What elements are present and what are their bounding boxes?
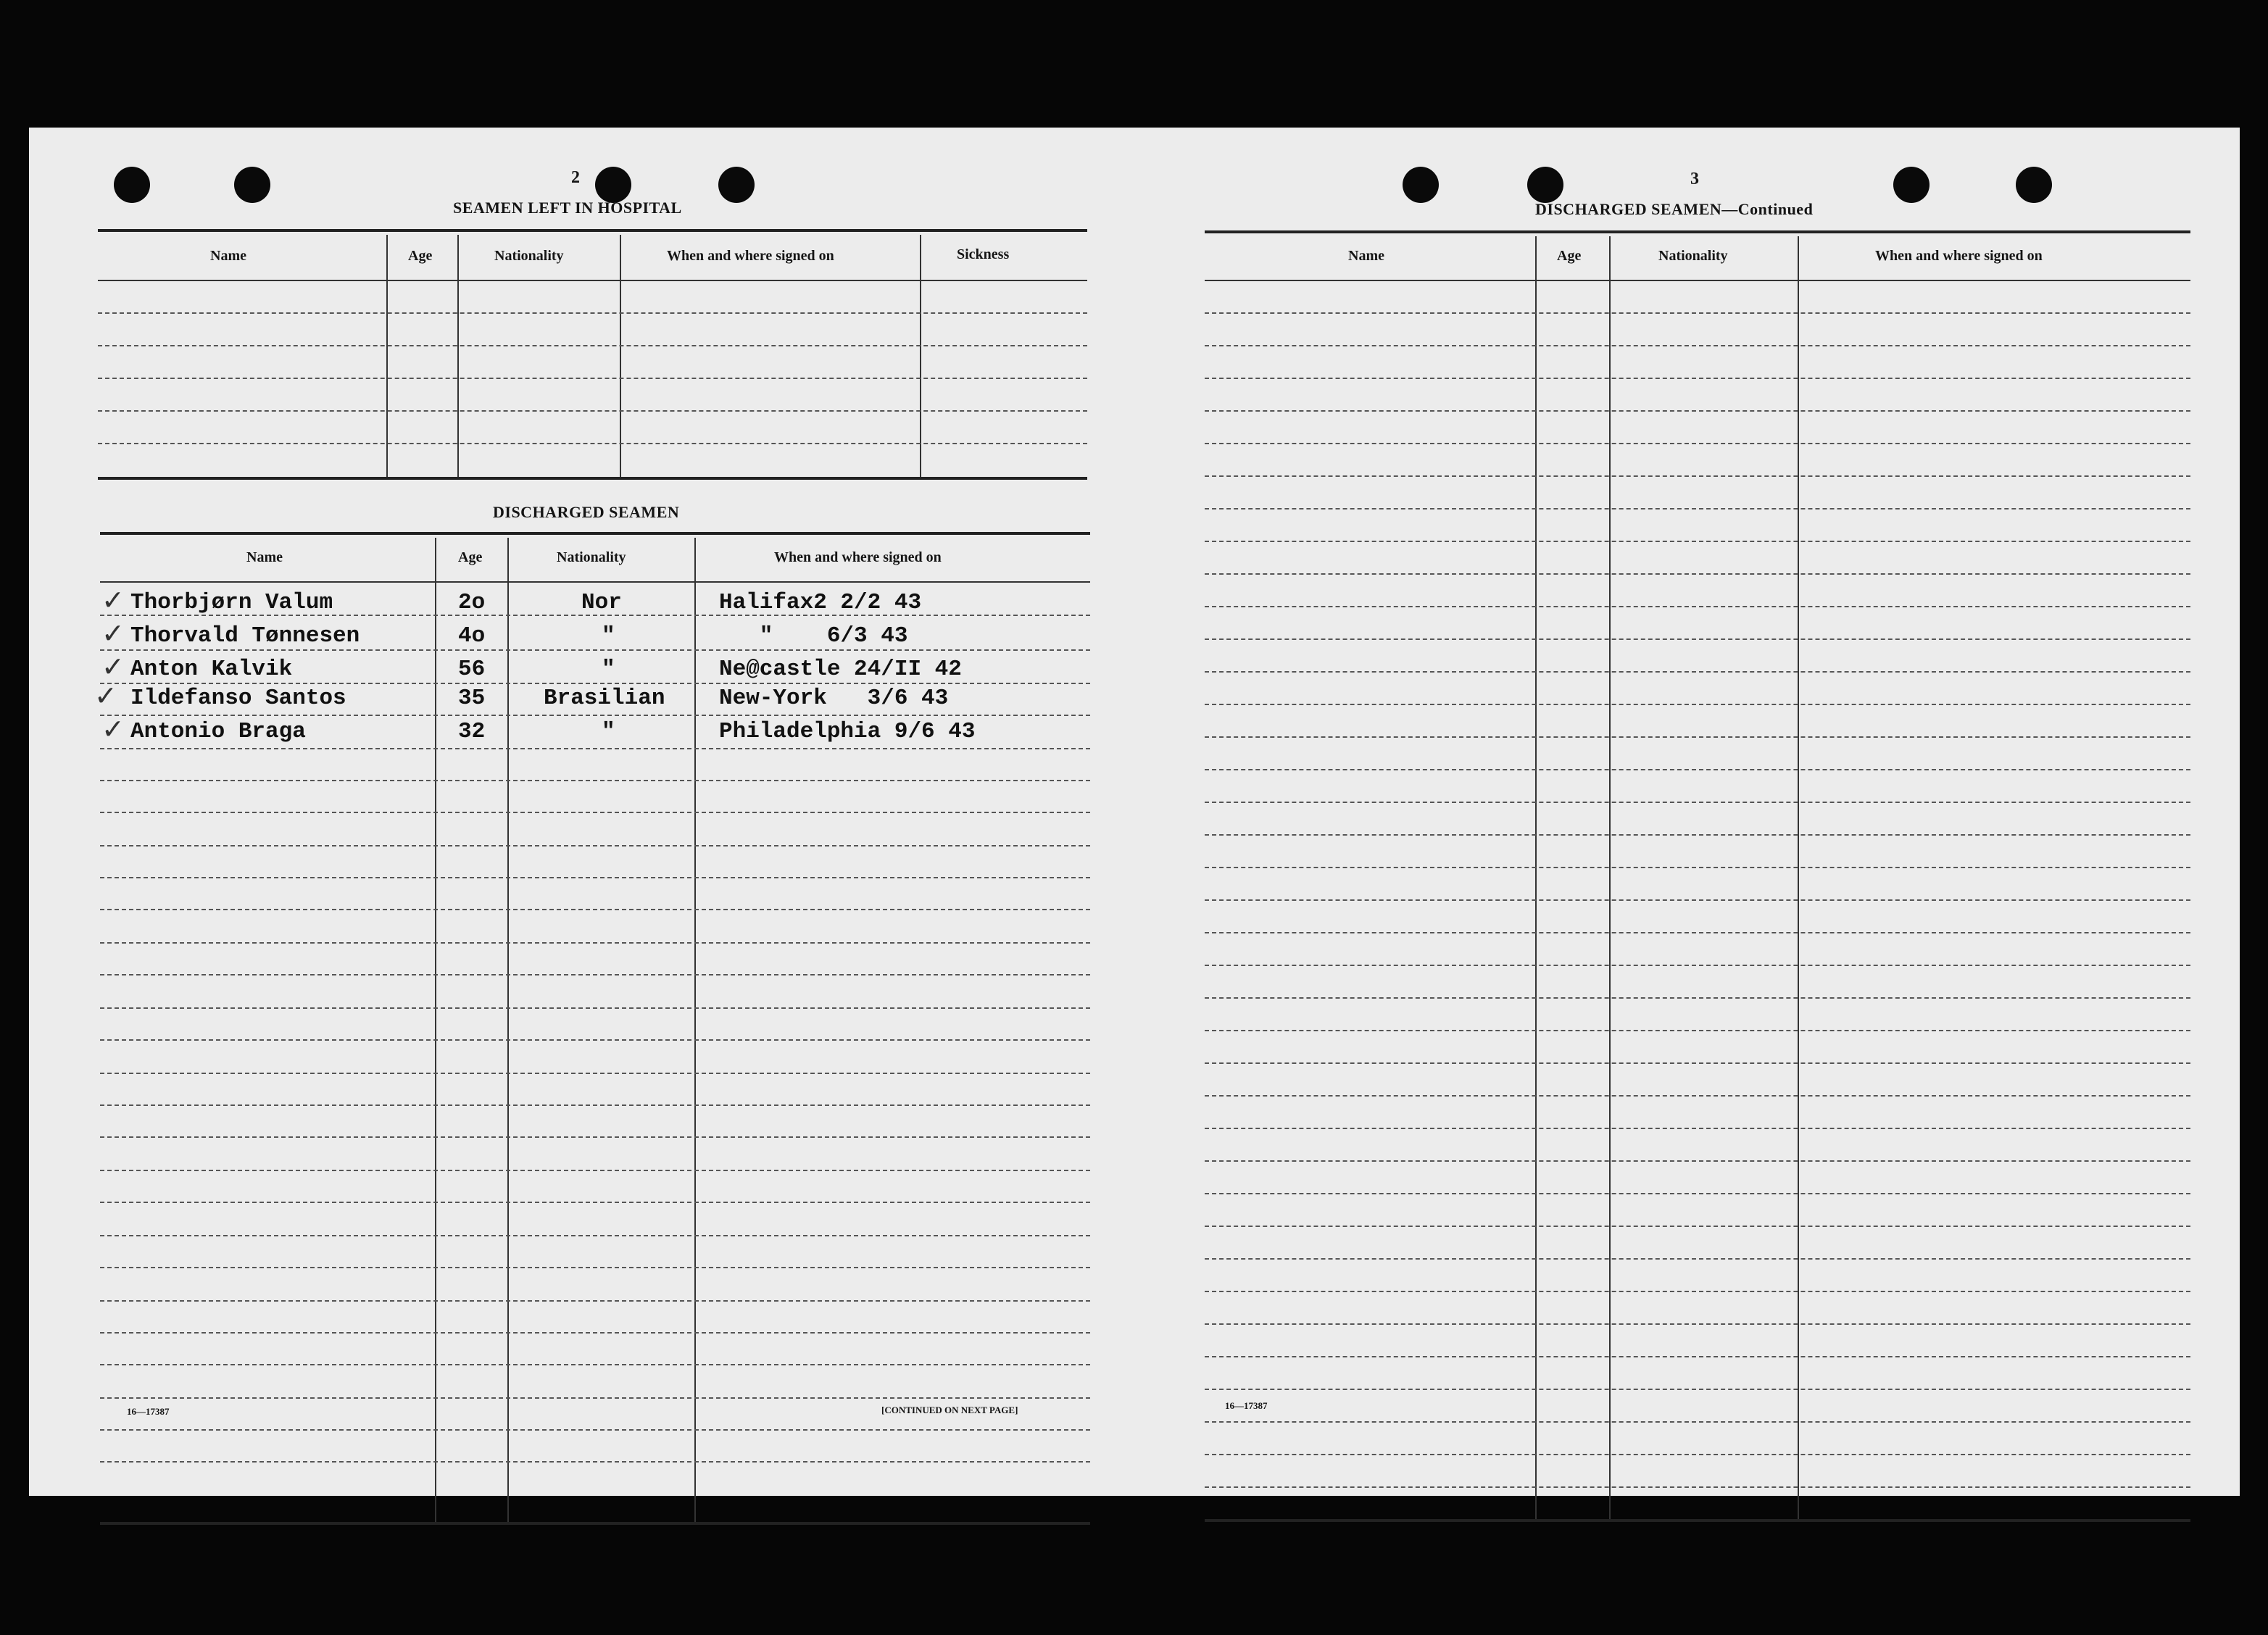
punch-hole: [595, 167, 631, 203]
seaman-nationality: ": [602, 657, 615, 682]
check-mark-icon: ✓: [101, 584, 125, 616]
col-header-name: Name: [210, 248, 246, 264]
col-header-age: Age: [408, 248, 433, 264]
continued-note: [CONTINUED ON NEXT PAGE]: [881, 1405, 1018, 1415]
col-header-signed-on: When and where signed on: [774, 549, 942, 565]
punch-hole: [114, 167, 150, 203]
seaman-age: 35: [458, 686, 486, 711]
title-suffix: —Continued: [1721, 200, 1814, 218]
punch-hole: [1893, 167, 1930, 203]
seaman-name: Antonio Braga: [130, 719, 306, 744]
seaman-name: Thorvald Tønnesen: [130, 623, 360, 649]
col-header-name: Name: [246, 549, 283, 565]
punch-hole: [2016, 167, 2052, 203]
form-number: 16—17387: [127, 1406, 170, 1417]
discharged-continued-title: [1535, 200, 1813, 219]
seaman-signed-on: " 6/3 43: [719, 623, 908, 649]
check-mark-icon: ✓: [101, 651, 125, 683]
seaman-age: 2o: [458, 590, 486, 615]
hospital-section-title: SEAMEN LEFT IN HOSPITAL: [453, 199, 682, 217]
col-header-nationality: Nationality: [494, 248, 564, 264]
seaman-age: 32: [458, 719, 486, 744]
punch-hole: [1403, 167, 1439, 203]
document-sheet: [29, 128, 2240, 1496]
seaman-name: Anton Kalvik: [130, 657, 293, 682]
seaman-signed-on: Philadelphia 9/6 43: [719, 719, 976, 744]
col-header-signed-on: When and where signed on: [667, 248, 834, 264]
seaman-nationality: Brasilian: [544, 686, 665, 711]
title-main: DISCHARGED SEAMEN: [1535, 200, 1722, 218]
col-header-sickness: Sickness: [957, 246, 1010, 262]
seaman-name: Thorbjørn Valum: [130, 590, 333, 615]
form-number: 16—17387: [1225, 1400, 1268, 1411]
seaman-signed-on: Ne@castle 24/II 42: [719, 657, 962, 682]
seaman-nationality: ": [602, 719, 615, 744]
seaman-age: 4o: [458, 623, 486, 649]
seaman-signed-on: Halifax2 2/2 43: [719, 590, 922, 615]
seaman-signed-on: New-York 3/6 43: [719, 686, 949, 711]
check-mark-icon: ✓: [101, 713, 125, 745]
seaman-nationality: Nor: [581, 590, 622, 615]
punch-hole: [1527, 167, 1563, 203]
check-mark-icon: ✓: [101, 617, 125, 649]
discharged-section-title: DISCHARGED SEAMEN: [493, 503, 680, 521]
seaman-name: Ildefanso Santos: [130, 686, 346, 711]
seaman-nationality: ": [602, 623, 615, 649]
punch-hole: [718, 167, 755, 203]
col-header-nationality: Nationality: [1658, 248, 1728, 264]
col-header-name: Name: [1348, 248, 1384, 264]
page-number-left: 2: [571, 168, 580, 187]
check-mark-icon: ✓: [94, 680, 117, 712]
seaman-age: 56: [458, 657, 486, 682]
page-number-right: 3: [1690, 170, 1699, 188]
col-header-nationality: Nationality: [557, 549, 626, 565]
col-header-signed-on: When and where signed on: [1875, 248, 2043, 264]
col-header-age: Age: [458, 549, 483, 565]
punch-hole: [234, 167, 270, 203]
col-header-age: Age: [1557, 248, 1582, 264]
